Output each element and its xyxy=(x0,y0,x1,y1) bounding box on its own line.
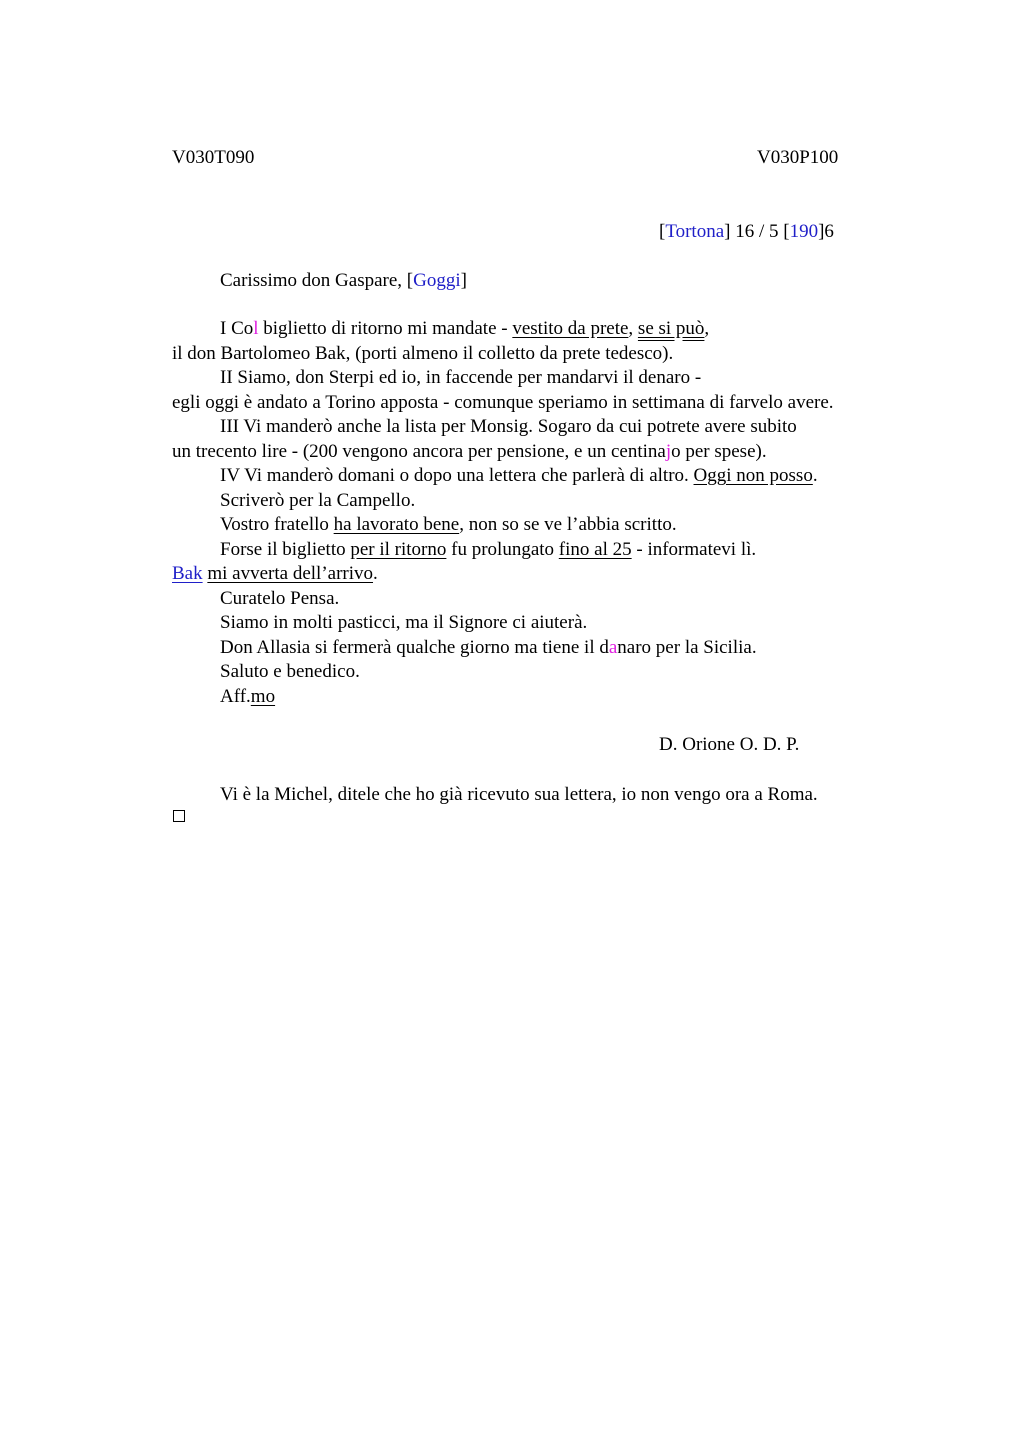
text-span: - informatevi lì. xyxy=(631,538,757,560)
body-line-12: Curatelo Pensa. xyxy=(220,587,340,609)
end-of-document-box-icon xyxy=(173,810,185,822)
underlined-phrase: Oggi non posso xyxy=(693,465,813,486)
text-span: Forse il biglietto xyxy=(220,538,351,560)
text-span: IV Vi manderò domani o dopo una lettera che parlerà di altro. xyxy=(220,465,694,486)
text-span: . xyxy=(373,563,378,584)
underlined-phrase: ha lavorato bene xyxy=(333,514,460,535)
underlined-phrase: per il ritorno xyxy=(350,538,447,560)
body-line-3: II Siamo, don Sterpi ed io, in faccende per mandarvi il denaro - xyxy=(220,367,702,388)
body-line-7 xyxy=(172,465,902,490)
underlined-phrase: mo xyxy=(250,685,276,707)
text-span: naro per la Sicilia. xyxy=(617,636,757,658)
body-line-15: Saluto e benedico. xyxy=(220,661,360,682)
text-span: biglietto di ritorno mi mandate - xyxy=(258,318,513,339)
document-code-right: V030P100 xyxy=(757,147,839,168)
letter-date xyxy=(659,221,834,243)
correction-mark: l xyxy=(253,318,259,339)
text-span: , non so se ve l’abbia scritto. xyxy=(459,514,677,535)
date-place: Tortona xyxy=(665,221,725,242)
text-span: Don Allasia si fermerà qualche giorno ma tiene il d xyxy=(220,636,609,658)
body-line-8: Scriverò per la Campello. xyxy=(220,489,416,511)
date-year-part: 190 xyxy=(789,221,819,242)
document-code-left: V030T090 xyxy=(172,147,255,168)
body-line-4: egli oggi è andato a Torino apposta - comunque speriamo in settimana di farvelo avere. xyxy=(172,391,834,413)
underlined-phrase: fino al 25 xyxy=(558,538,632,560)
text-span: fu prolungato xyxy=(446,538,559,560)
body-line-16 xyxy=(172,686,902,711)
date-bracket-open: [ xyxy=(659,221,666,242)
editorial-name: Bak xyxy=(172,563,203,584)
body-line-6 xyxy=(172,441,902,466)
text-span: , xyxy=(628,318,638,339)
letter-salutation xyxy=(220,270,467,292)
correction-mark: a xyxy=(608,636,618,658)
body-line-11 xyxy=(172,563,902,588)
letter-signature: D. Orione O. D. P. xyxy=(659,734,800,755)
correction-mark: j xyxy=(665,440,672,462)
letter-postscript: Vi è la Michel, ditele che ho già ricevuto sua lettera, io non vengo ora a Roma. xyxy=(220,784,818,805)
salutation-text: Carissimo don Gaspare, [ xyxy=(220,270,414,291)
text-span: , xyxy=(704,318,710,339)
double-underlined-phrase: se si può xyxy=(637,318,705,339)
text-span: I Co xyxy=(220,318,254,339)
body-line-10 xyxy=(172,539,902,564)
underlined-phrase: mi avverta dell’arrivo xyxy=(207,563,374,584)
letter-body xyxy=(172,318,902,710)
underlined-phrase: vestito da prete xyxy=(512,318,629,339)
body-line-5: III Vi manderò anche la lista per Monsig. Sogaro da cui potrete avere subito xyxy=(220,416,797,437)
text-span: o per spese). xyxy=(671,440,767,462)
body-line-13: Siamo in molti pasticci, ma il Signore ci aiuterà. xyxy=(220,612,588,633)
body-line-1 xyxy=(172,318,902,343)
text-span: Aff. xyxy=(220,685,251,707)
text-span: Vostro fratello xyxy=(220,514,334,535)
body-line-9 xyxy=(172,514,902,539)
text-span: . xyxy=(812,465,818,486)
salutation-name: Goggi xyxy=(413,270,461,291)
text-span: un trecento lire - (200 vengono ancora per pensione, e un centina xyxy=(172,440,666,462)
date-year-end: ]6 xyxy=(818,221,834,242)
body-line-14 xyxy=(172,637,902,662)
salutation-close: ] xyxy=(460,270,467,291)
body-line-2: il don Bartolomeo Bak, (porti almeno il colletto da prete tedesco). xyxy=(172,342,674,364)
date-middle: ] 16 / 5 [ xyxy=(724,221,790,242)
